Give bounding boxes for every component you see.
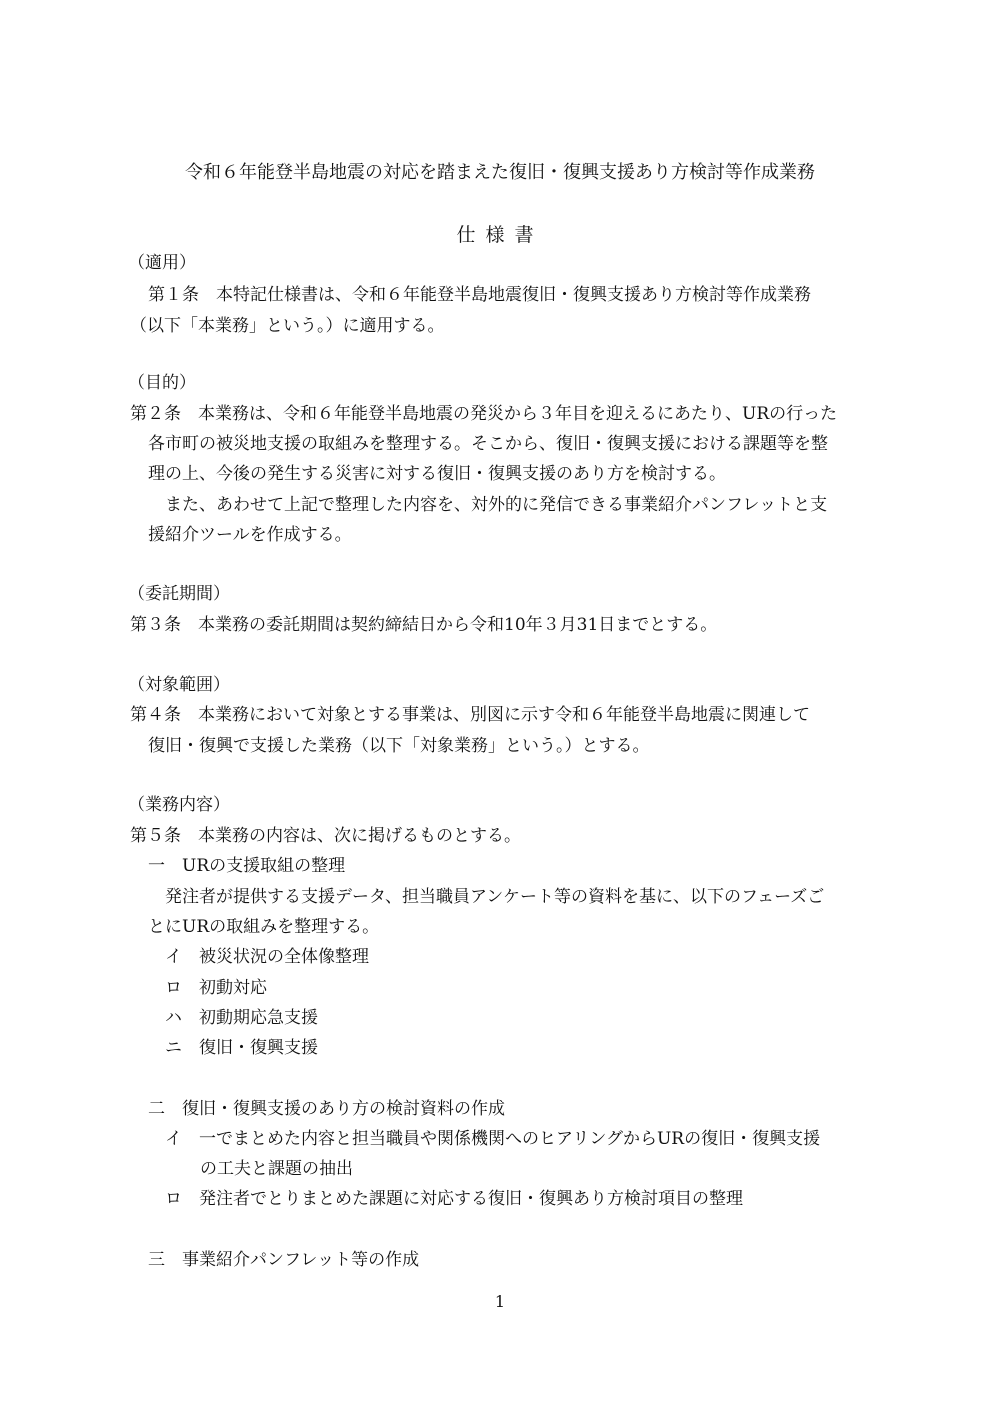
article-2-line-4: また、あわせて上記で整理した内容を、対外的に発信できる事業紹介パンフレットと支: [165, 495, 828, 515]
page-number: 1: [494, 1292, 506, 1311]
task-2-heading: 二 復旧・復興支援のあり方の検討資料の作成: [148, 1099, 505, 1119]
document-title: 令和６年能登半島地震の対応を踏まえた復旧・復興支援あり方検討等作成業務: [185, 162, 815, 183]
article-2-line-3: 理の上、今後の発生する災害に対する復旧・復興支援のあり方を検討する。: [148, 464, 726, 484]
article-2-line-5: 援紹介ツールを作成する。: [148, 525, 352, 545]
section-heading-scope: （対象範囲）: [128, 675, 230, 695]
task-1-item-i: イ 被災状況の全体像整理: [165, 947, 369, 967]
document-subtitle: 仕様書: [456, 224, 544, 246]
task-1-desc-line-1: 発注者が提供する支援データ、担当職員アンケート等の資料を基に、以下のフェーズご: [165, 887, 825, 907]
article-2-line-1: 第２条 本業務は、令和６年能登半島地震の発災から３年目を迎えるにあたり、URの行った: [130, 404, 838, 424]
task-2-item-i-line-2: の工夫と課題の抽出: [200, 1159, 353, 1179]
article-2-line-2: 各市町の被災地支援の取組みを整理する。そこから、復旧・復興支援における課題等を整: [148, 434, 828, 454]
task-1-item-ha: ハ 初動期応急支援: [165, 1008, 318, 1028]
section-heading-period: （委託期間）: [128, 584, 230, 604]
section-heading-purpose: （目的）: [128, 373, 196, 393]
task-1-desc-line-2: とにURの取組みを整理する。: [148, 917, 380, 937]
task-2-item-i-line-1: イ 一でまとめた内容と担当職員や関係機関へのヒアリングからURの復旧・復興支援: [165, 1129, 821, 1149]
section-heading-application: （適用）: [128, 253, 196, 273]
article-5-line-1: 第５条 本業務の内容は、次に掲げるものとする。: [130, 826, 521, 846]
task-1-item-ni: ニ 復旧・復興支援: [165, 1038, 318, 1058]
task-1-item-ro: ロ 初動対応: [165, 978, 267, 998]
article-4-line-1: 第４条 本業務において対象とする事業は、別図に示す令和６年能登半島地震に関連して: [130, 705, 810, 725]
article-4-line-2: 復旧・復興で支援した業務（以下「対象業務」という。）とする。: [148, 736, 650, 756]
article-1-line-2: （以下「本業務」という。）に適用する。: [130, 316, 445, 336]
article-3-line-1: 第３条 本業務の委託期間は契約締結日から令和10年３月31日までとする。: [130, 615, 718, 635]
task-1-heading: 一 URの支援取組の整理: [148, 856, 346, 876]
section-heading-tasks: （業務内容）: [128, 795, 230, 815]
article-1-line-1: 第１条 本特記仕様書は、令和６年能登半島地震復旧・復興支援あり方検討等作成業務: [148, 285, 811, 305]
task-2-item-ro: ロ 発注者でとりまとめた課題に対応する復旧・復興あり方検討項目の整理: [165, 1189, 743, 1209]
task-3-heading: 三 事業紹介パンフレット等の作成: [148, 1250, 420, 1270]
